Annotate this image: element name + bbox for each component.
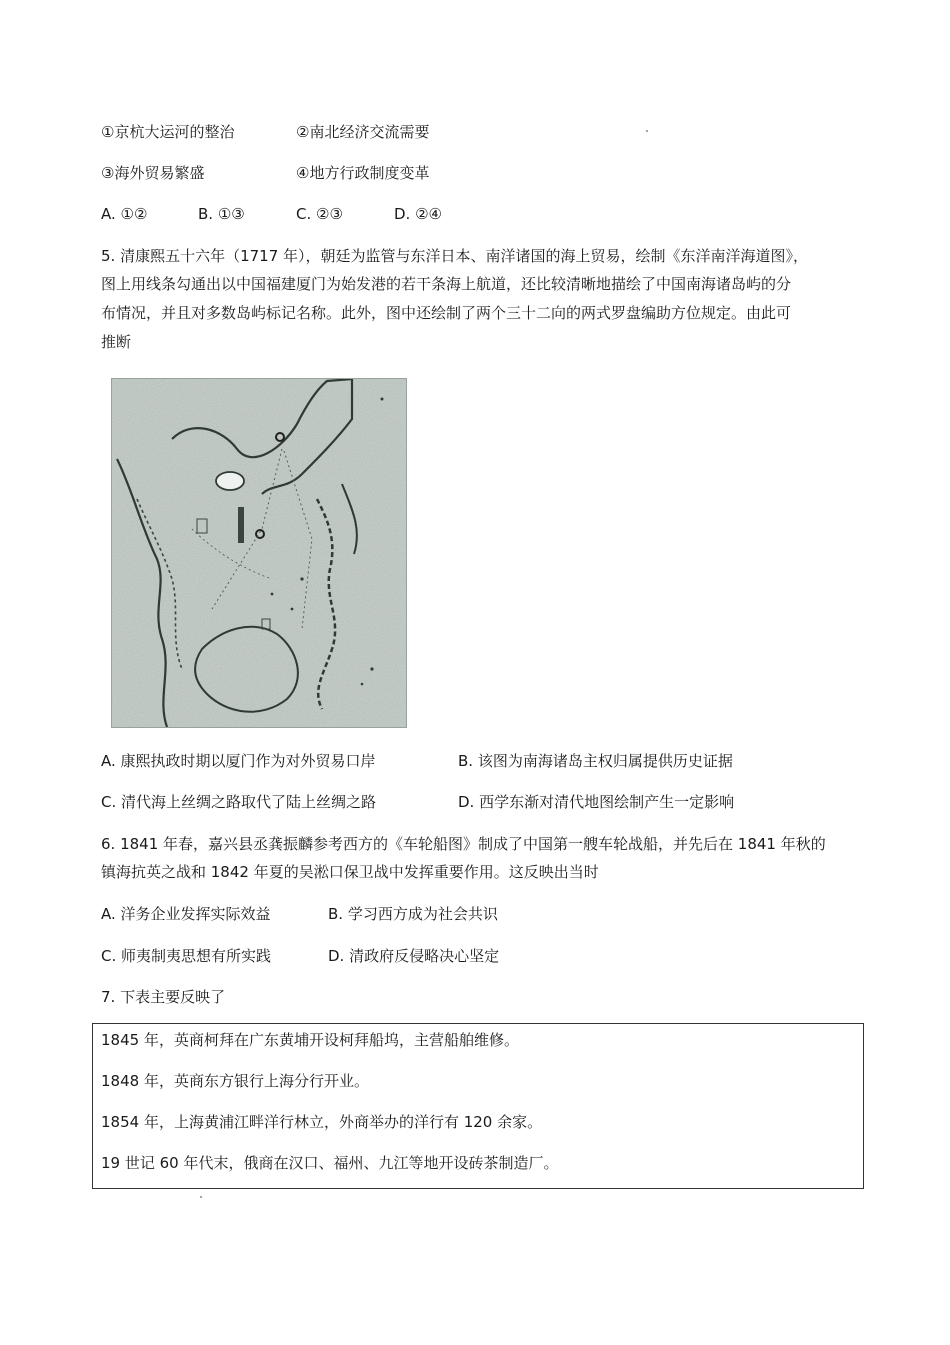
sea-chart-drawing <box>112 379 406 727</box>
q7-table-row-4: 19 世记 60 年代末，俄商在汉口、福州、九江等地开设砖茶制造厂。 <box>101 1154 559 1172</box>
q4-choice-d: D. ②④ <box>394 205 442 223</box>
q4-choice-c: C. ②③ <box>296 205 343 223</box>
q4-choice-a: A. ①② <box>101 205 148 223</box>
q5-option-b: B. 该图为南海诸岛主权归属提供历史证据 <box>458 752 733 770</box>
q7-stem: 7. 下表主要反映了 <box>101 988 226 1006</box>
q5-stem-line-1: 5. 清康熙五十六年（1717 年），朝廷为监管与东洋日本、南洋诸国的海上贸易，绘制《东洋南洋海道图》， <box>101 247 809 265</box>
q5-option-d: D. 西学东渐对清代地图绘制产生一定影响 <box>458 793 735 811</box>
q7-table-row-3: 1854 年，上海黄浦江畔洋行林立，外商举办的洋行有 120 余家。 <box>101 1113 543 1131</box>
q4-item-4: ④地方行政制度变革 <box>296 164 430 182</box>
q6-stem-line-1: 6. 1841 年春，嘉兴县丞龚振麟参考西方的《车轮船图》制成了中国第一艘车轮战船，并先后在 1841 年秋的 <box>101 835 826 853</box>
q6-option-d: D. 清政府反侵略决心坚定 <box>328 947 500 965</box>
sea-route-map-image <box>111 378 407 728</box>
q5-stem-line-4: 推断 <box>101 333 132 351</box>
q4-choice-b: B. ①③ <box>198 205 245 223</box>
q4-item-3: ③海外贸易繁盛 <box>101 164 205 182</box>
q7-table-row-1: 1845 年，英商柯拜在广东黄埔开设柯拜船坞，主营船舶维修。 <box>101 1031 519 1049</box>
q4-item-2: ②南北经济交流需要 <box>296 123 430 141</box>
q5-stem-line-3: 布情况，并且对多数岛屿标记名称。此外，图中还绘制了两个三十二向的两式罗盘编助方位规定。由此可 <box>101 304 792 322</box>
q5-option-c: C. 清代海上丝绸之路取代了陆上丝绸之路 <box>101 793 377 811</box>
q5-option-a: A. 康熙执政时期以厦门作为对外贸易口岸 <box>101 752 376 770</box>
q6-option-b: B. 学习西方成为社会共识 <box>328 905 498 923</box>
scan-speck <box>200 1196 202 1198</box>
q4-item-1: ①京杭大运河的整治 <box>101 123 235 141</box>
q7-table <box>92 1023 864 1189</box>
q6-option-c: C. 师夷制夷思想有所实践 <box>101 947 272 965</box>
scan-speck <box>646 130 648 132</box>
q7-table-row-2: 1848 年，英商东方银行上海分行开业。 <box>101 1072 369 1090</box>
q6-option-a: A. 洋务企业发挥实际效益 <box>101 905 271 923</box>
q5-stem-line-2: 图上用线条勾通出以中国福建厦门为始发港的若干条海上航道，还比较清晰地描绘了中国南海诸岛屿的分 <box>101 275 792 293</box>
q6-stem-line-2: 镇海抗英之战和 1842 年夏的吴淞口保卫战中发挥重要作用。这反映出当时 <box>101 863 599 881</box>
